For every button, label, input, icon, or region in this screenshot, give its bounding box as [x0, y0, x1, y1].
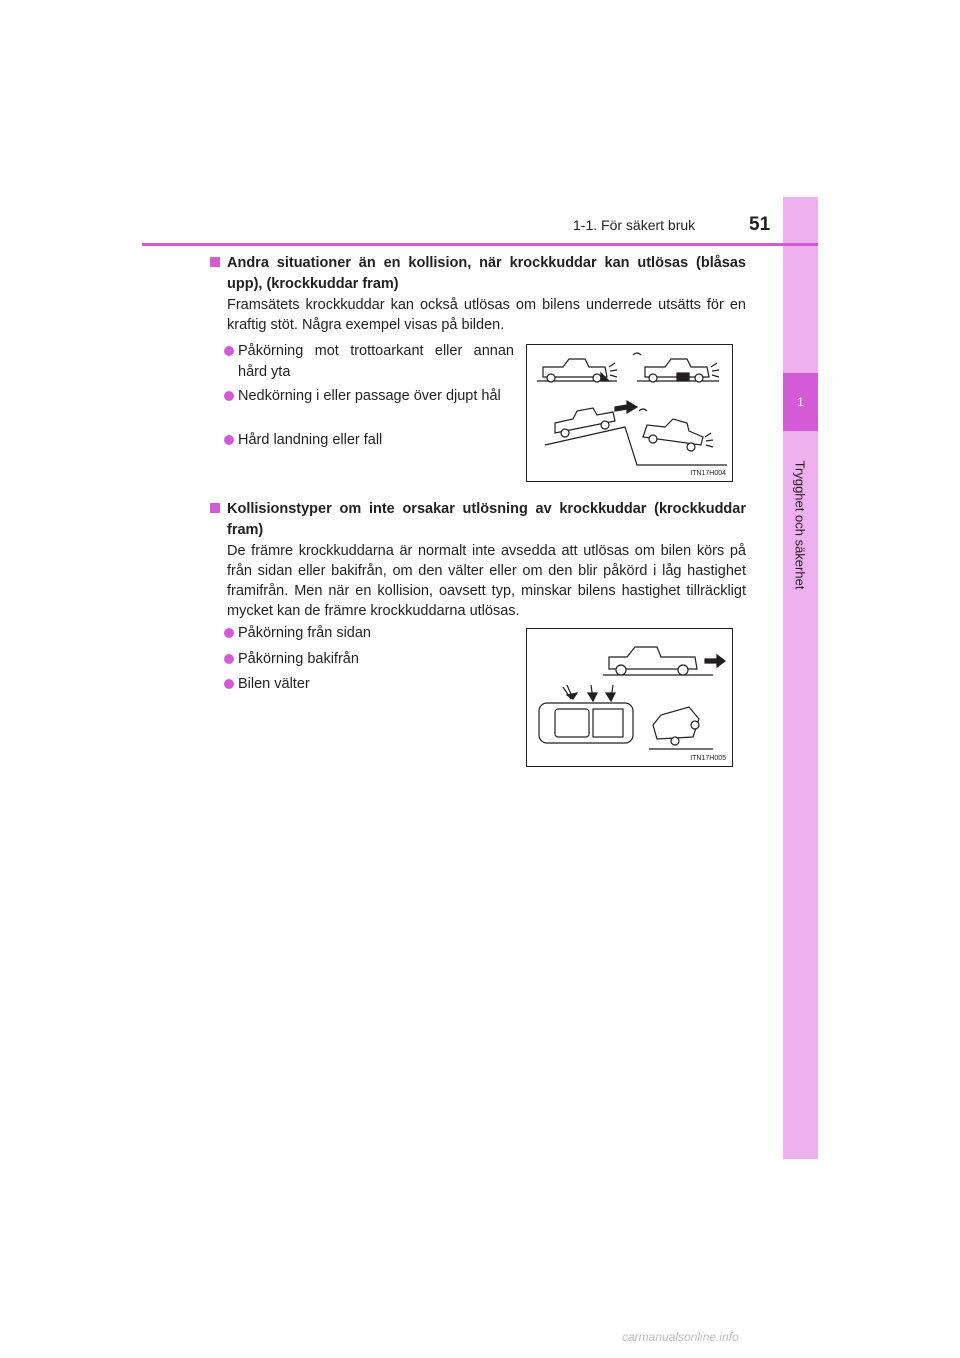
- figure-collision-types: [526, 628, 733, 767]
- heading-square-icon: [210, 503, 220, 513]
- bullet-dot-icon: [224, 391, 234, 401]
- bullet-dot-icon: [224, 435, 234, 445]
- list-item: Nedkörning i eller passage över djupt hål: [224, 386, 514, 407]
- section-body-1: Framsätets krockkuddar kan också utlösas om bilens underrede utsätts för en kraftig stöt. Några exempel visas på bilden.: [227, 297, 746, 333]
- section-body-2: De främre krockkuddarna är normalt inte avsedda att utlösas om bilen körs på från sidan eller bakifrån, om den välter eller om den blir påkörd i låg hastighet framifrån. Men när en kollision, oavsett typ, minskar bilens hastighet tillräckligt mycket kan de främre krockkuddarna utlösas.: [227, 543, 746, 619]
- chapter-side-tab: [783, 197, 818, 1159]
- list-item: Påkörning bakifrån: [224, 649, 484, 670]
- bullet-dot-icon: [224, 679, 234, 689]
- header-section-title: 1-1. För säkert bruk: [573, 217, 696, 233]
- bullet-dot-icon: [224, 346, 234, 356]
- bullet-dot-icon: [224, 654, 234, 664]
- footer-watermark: carmanualsonline.info: [622, 1330, 739, 1344]
- section-heading-2-text: Kollisionstyper om inte orsakar utlösning av krockkuddar (krockkuddar fram): [227, 501, 746, 538]
- section-heading-2: [210, 499, 746, 541]
- chapter-title-vertical: Trygghet och säkerhet: [792, 460, 808, 590]
- section-heading-1-text: Andra situationer än en kollision, när krockkuddar kan utlösas (blåsas upp), (krockkuddar fram): [227, 255, 746, 292]
- bullet-dot-icon: [224, 628, 234, 638]
- list-item: Bilen välter: [224, 674, 484, 695]
- figure-code-1: ITN17H004: [690, 470, 726, 477]
- page-number: 51: [749, 214, 771, 235]
- figure-underbody-impact: [526, 344, 733, 482]
- collision-types-illustration: [527, 629, 732, 766]
- list-item: Hård landning eller fall: [224, 430, 514, 451]
- chapter-number-tab: 1: [783, 373, 818, 431]
- header-rule: [142, 243, 818, 246]
- list-item: Påkörning från sidan: [224, 623, 484, 644]
- figure-code-2: ITN17H005: [690, 755, 726, 762]
- underbody-impact-illustration: [527, 345, 732, 481]
- heading-square-icon: [210, 257, 220, 267]
- list-item: Påkörning mot trottoarkant eller annan hård yta: [224, 341, 514, 383]
- section-heading-1: [210, 253, 746, 295]
